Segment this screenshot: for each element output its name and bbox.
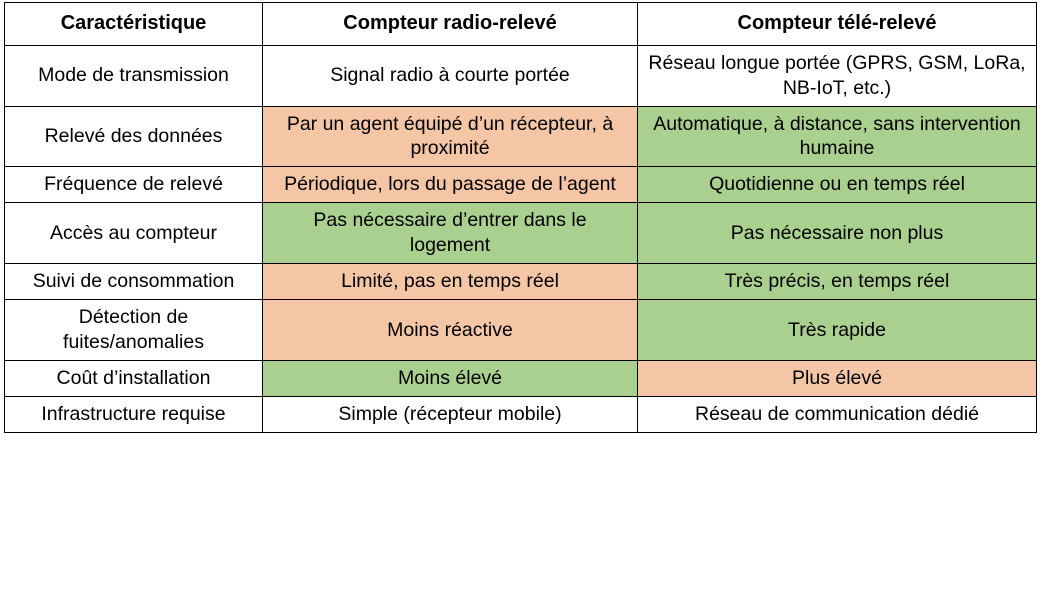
column-header-radio-meter: Compteur radio-relevé <box>263 3 638 46</box>
cell-tele-meter: Quotidienne ou en temps réel <box>638 167 1037 203</box>
table-row <box>5 45 1037 106</box>
cell-feature: Détection de fuites/anomalies <box>5 300 263 361</box>
table-row <box>5 300 1037 361</box>
cell-radio-meter: Simple (récepteur mobile) <box>263 397 638 433</box>
cell-feature: Fréquence de relevé <box>5 167 263 203</box>
comparison-table <box>4 2 1037 433</box>
table-row <box>5 203 1037 264</box>
cell-radio-meter: Moins réactive <box>263 300 638 361</box>
table-header <box>5 3 1037 46</box>
cell-feature: Infrastructure requise <box>5 397 263 433</box>
cell-feature: Relevé des données <box>5 106 263 167</box>
cell-radio-meter: Limité, pas en temps réel <box>263 264 638 300</box>
cell-tele-meter: Pas nécessaire non plus <box>638 203 1037 264</box>
column-header-tele-meter: Compteur télé-relevé <box>638 3 1037 46</box>
table-row <box>5 264 1037 300</box>
cell-tele-meter: Très précis, en temps réel <box>638 264 1037 300</box>
cell-radio-meter: Signal radio à courte portée <box>263 45 638 106</box>
cell-feature: Mode de transmission <box>5 45 263 106</box>
table-row <box>5 167 1037 203</box>
table-row <box>5 361 1037 397</box>
cell-radio-meter: Moins élevé <box>263 361 638 397</box>
cell-feature: Accès au compteur <box>5 203 263 264</box>
cell-radio-meter: Pas nécessaire d’entrer dans le logement <box>263 203 638 264</box>
cell-feature: Suivi de consommation <box>5 264 263 300</box>
cell-radio-meter: Périodique, lors du passage de l’agent <box>263 167 638 203</box>
cell-tele-meter: Très rapide <box>638 300 1037 361</box>
cell-tele-meter: Plus élevé <box>638 361 1037 397</box>
cell-radio-meter: Par un agent équipé d’un récepteur, à proximité <box>263 106 638 167</box>
table-body <box>5 45 1037 432</box>
cell-tele-meter: Réseau de communication dédié <box>638 397 1037 433</box>
cell-tele-meter: Automatique, à distance, sans intervention humaine <box>638 106 1037 167</box>
cell-tele-meter: Réseau longue portée (GPRS, GSM, LoRa, NB-IoT, etc.) <box>638 45 1037 106</box>
table-row <box>5 106 1037 167</box>
table-header-row <box>5 3 1037 46</box>
cell-feature: Coût d’installation <box>5 361 263 397</box>
table-row <box>5 397 1037 433</box>
column-header-feature: Caractéristique <box>5 3 263 46</box>
